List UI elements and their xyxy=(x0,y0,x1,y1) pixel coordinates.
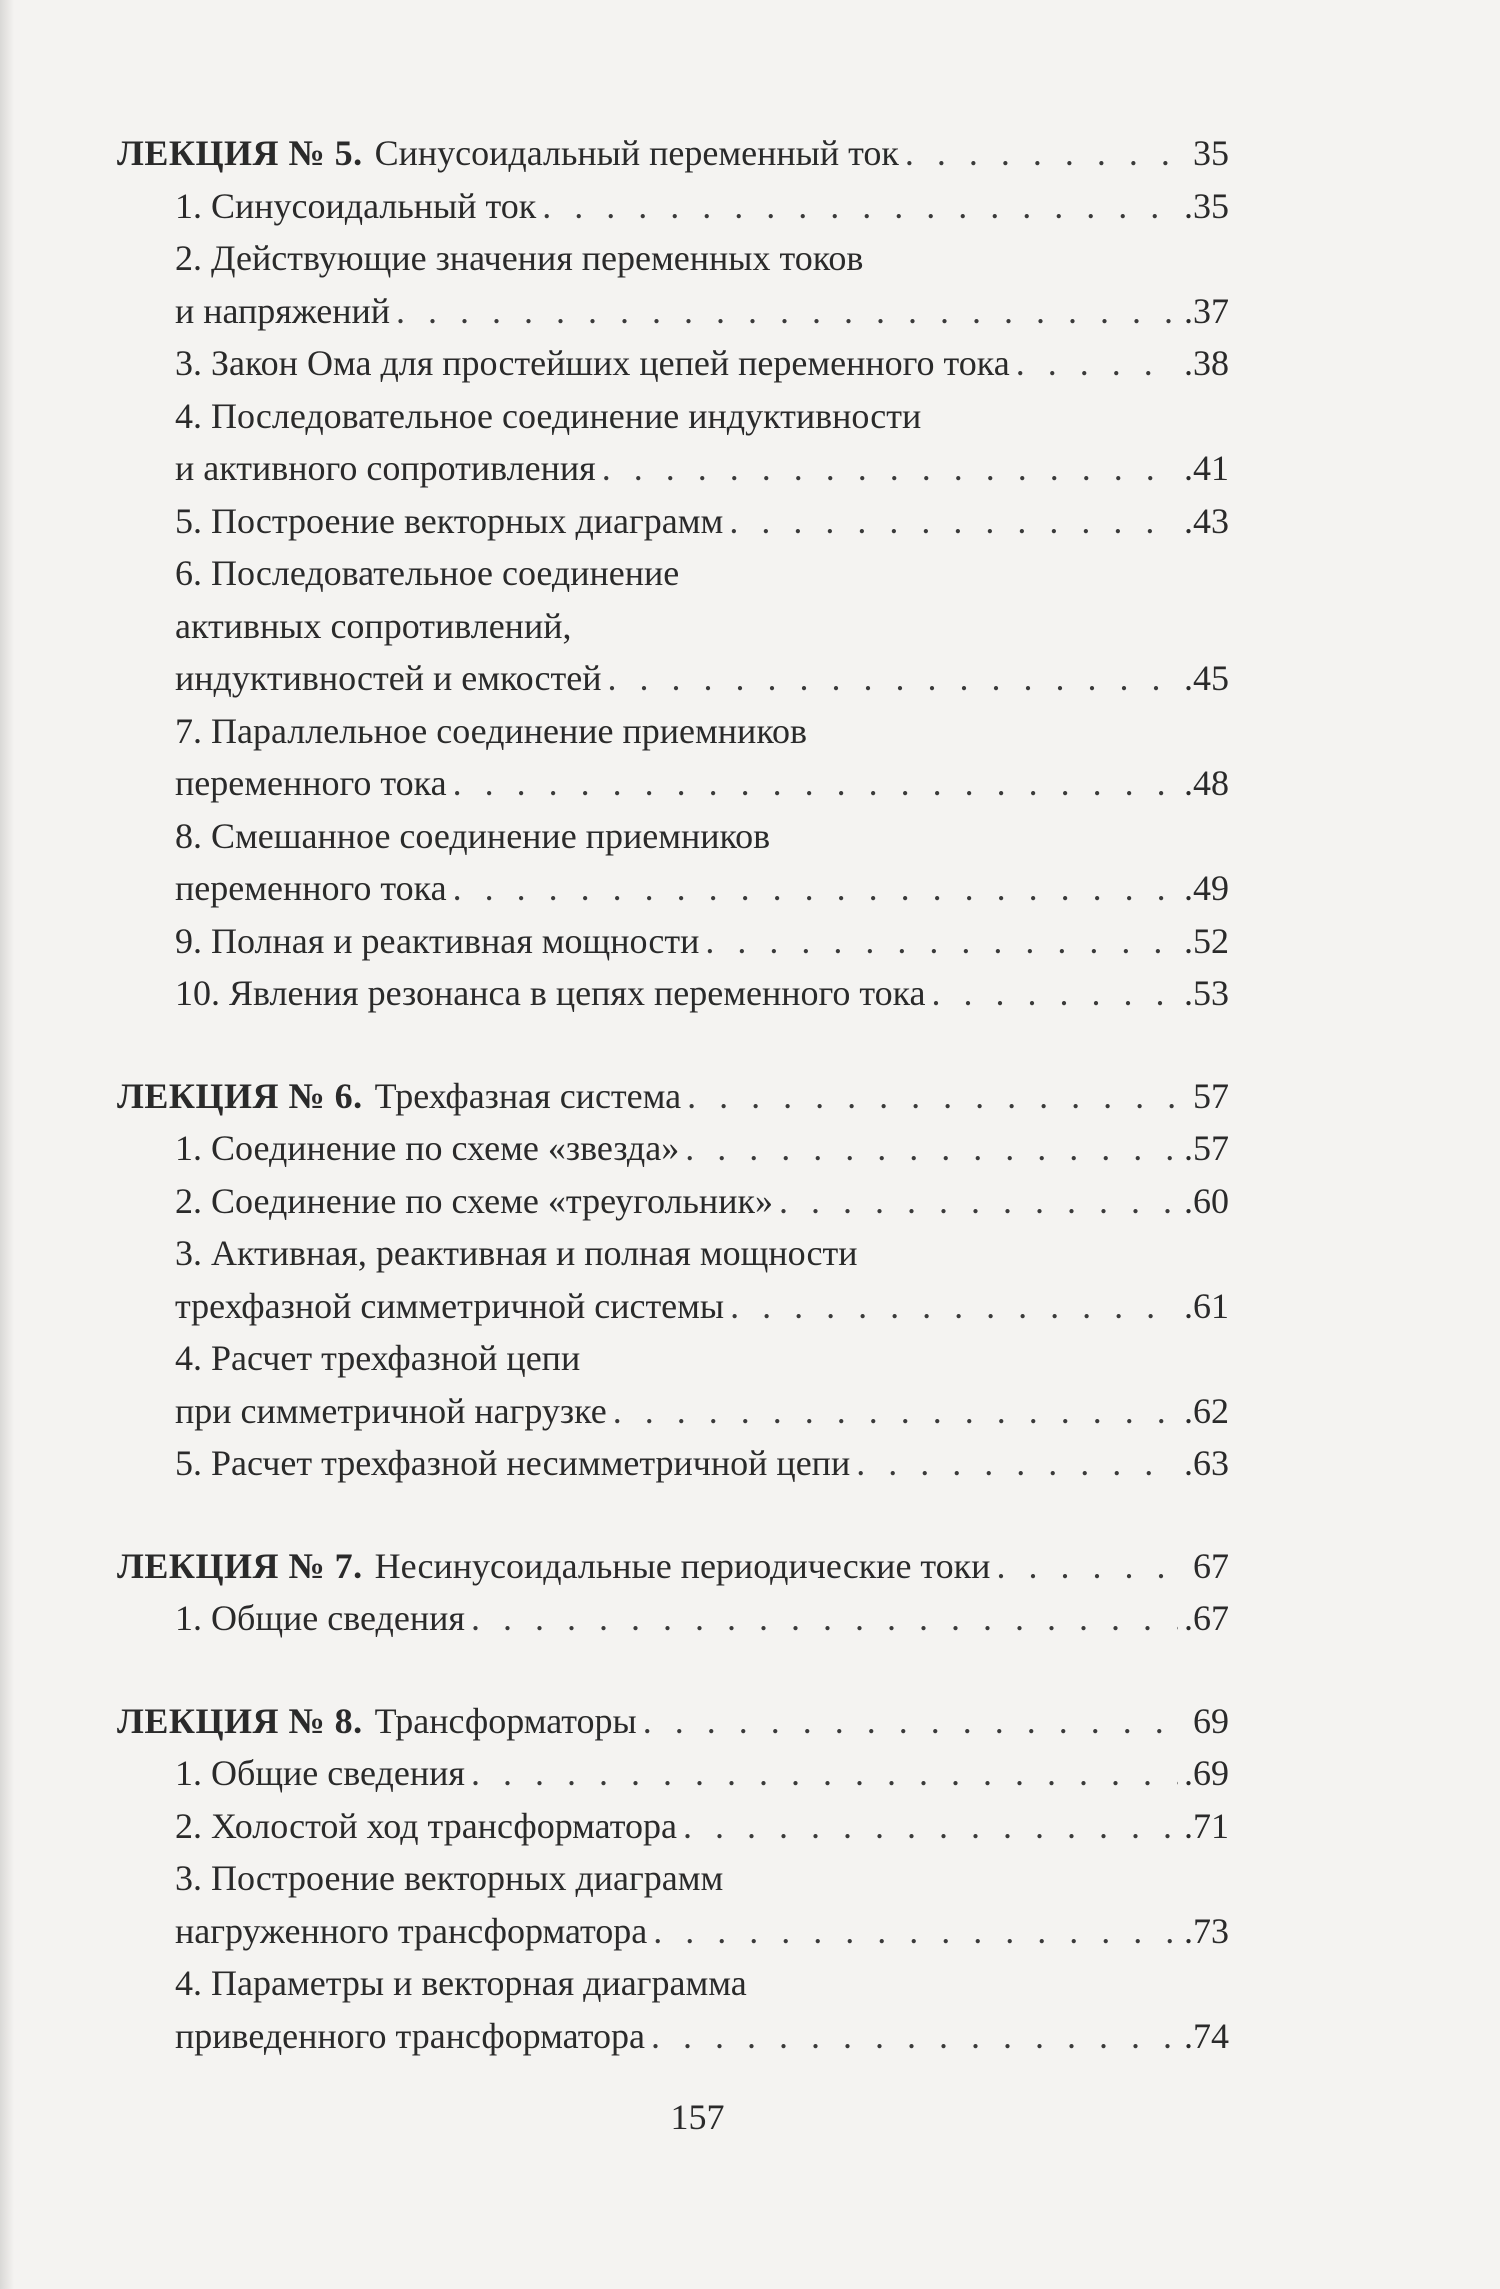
entry-text: 7. Параллельное соединение приемников xyxy=(175,710,807,751)
page-ref: 69 xyxy=(1193,1700,1229,1741)
entry-text: 10. Явления резонанса в цепях переменного тока xyxy=(175,973,926,1013)
toc-entry xyxy=(117,1747,1229,1800)
leader-dots xyxy=(905,127,1187,180)
page-ref: .52 xyxy=(1184,920,1229,961)
leader-dots xyxy=(542,180,1178,233)
toc-entry-continuation xyxy=(117,757,1229,810)
toc-entry xyxy=(117,390,1229,443)
entry-text: нагруженного трансформатора xyxy=(175,1910,648,1951)
entry-text: переменного тока xyxy=(175,763,447,803)
entry-text: индуктивностей и емкостей xyxy=(175,658,602,698)
toc-entry-continuation xyxy=(117,862,1229,915)
entry-text: 8. Смешанное соединение приемников xyxy=(175,815,771,856)
leader-dots xyxy=(471,1747,1178,1800)
table-of-contents xyxy=(117,127,1229,2112)
page-ref: .48 xyxy=(1184,763,1229,803)
entry-text: приведенного трансформатора xyxy=(175,2015,645,2056)
entry-text: 2. Соединение по схеме «треугольник» xyxy=(175,1180,773,1221)
leader-dots xyxy=(687,1070,1187,1123)
toc-entry-continuation xyxy=(117,2010,1229,2063)
entry-text: 1. Общие сведения xyxy=(175,1753,465,1793)
toc-entry-continuation xyxy=(117,1385,1229,1438)
page-ref: .62 xyxy=(1184,1390,1229,1431)
toc-entry-continuation xyxy=(117,1905,1229,1958)
toc-entry xyxy=(117,1122,1229,1175)
page-edge-shadow xyxy=(0,0,14,2289)
lecture-heading xyxy=(117,1695,1229,1748)
page-ref: .71 xyxy=(1184,1805,1229,1846)
page-ref: .67 xyxy=(1184,1598,1229,1638)
entry-text: переменного тока xyxy=(175,868,447,908)
toc-entry-continuation xyxy=(117,1280,1229,1333)
entry-text: 1. Общие сведения xyxy=(175,1598,465,1638)
lecture-heading xyxy=(117,127,1229,180)
leader-dots xyxy=(613,1385,1178,1438)
leader-dots xyxy=(730,1280,1178,1333)
page-ref: .43 xyxy=(1184,500,1229,541)
toc-entry xyxy=(117,337,1229,390)
page-ref: 67 xyxy=(1193,1545,1229,1586)
leader-dots xyxy=(453,757,1178,810)
page-ref: .57 xyxy=(1184,1128,1229,1168)
leader-dots xyxy=(729,495,1178,548)
entry-text: и напряжений xyxy=(175,290,391,331)
toc-entry xyxy=(117,1592,1229,1645)
leader-dots xyxy=(683,1800,1178,1853)
leader-dots xyxy=(779,1175,1178,1228)
page-ref: .35 xyxy=(1184,185,1229,226)
leader-dots xyxy=(996,1540,1187,1593)
entry-text: трехфазной симметричной системы xyxy=(175,1285,725,1326)
toc-entry xyxy=(117,1175,1229,1228)
leader-dots xyxy=(471,1592,1178,1645)
entry-text: 1. Соединение по схеме «звезда» xyxy=(175,1128,680,1168)
page-ref: .74 xyxy=(1184,2015,1229,2056)
lecture-section xyxy=(117,127,1229,1020)
lecture-heading xyxy=(117,1070,1229,1123)
toc-entry xyxy=(117,1957,1229,2010)
entry-text: и активного сопротивления xyxy=(175,448,596,488)
leader-dots xyxy=(856,1437,1178,1490)
lecture-section xyxy=(117,1070,1229,1490)
lecture-label: ЛЕКЦИЯ № 8. xyxy=(117,1700,363,1741)
toc-entry xyxy=(117,232,1229,285)
lecture-label: ЛЕКЦИЯ № 7. xyxy=(117,1545,363,1586)
page-ref: .37 xyxy=(1184,290,1229,331)
leader-dots xyxy=(396,285,1178,338)
toc-entry-continuation xyxy=(117,442,1229,495)
toc-entry xyxy=(117,705,1229,758)
toc-entry xyxy=(117,547,1229,600)
leader-dots xyxy=(1016,337,1178,390)
page-ref: .49 xyxy=(1184,868,1229,908)
page-ref: .53 xyxy=(1184,973,1229,1013)
toc-entry-continuation xyxy=(117,285,1229,338)
page-ref: .61 xyxy=(1184,1285,1229,1326)
page-ref: .45 xyxy=(1184,658,1229,698)
leader-dots xyxy=(643,1695,1187,1748)
entry-text: 9. Полная и реактивная мощности xyxy=(175,920,700,961)
page-ref: .60 xyxy=(1184,1180,1229,1221)
entry-text: 2. Холостой ход трансформатора xyxy=(175,1805,677,1846)
page-ref: .41 xyxy=(1184,448,1229,488)
lecture-label: ЛЕКЦИЯ № 6. xyxy=(117,1075,363,1116)
page-ref: 35 xyxy=(1193,133,1229,173)
leader-dots xyxy=(608,652,1178,705)
entry-text: при симметричной нагрузке xyxy=(175,1390,607,1431)
lecture-title: Несинусоидальные периодические токи xyxy=(374,1545,991,1586)
toc-entry-continuation xyxy=(117,600,1229,653)
leader-dots xyxy=(453,862,1178,915)
leader-dots xyxy=(932,967,1178,1020)
toc-entry xyxy=(117,495,1229,548)
lecture-heading xyxy=(117,1540,1229,1593)
entry-text: 6. Последовательное соединение xyxy=(175,553,680,593)
entry-text: 4. Последовательное соединение индуктивности xyxy=(175,395,922,436)
lecture-section xyxy=(117,1540,1229,1645)
lecture-label: ЛЕКЦИЯ № 5. xyxy=(117,133,363,173)
entry-text: 2. Действующие значения переменных токов xyxy=(175,238,864,278)
toc-entry xyxy=(117,180,1229,233)
entry-text: активных сопротивлений, xyxy=(175,605,572,646)
leader-dots xyxy=(653,1905,1178,1958)
lecture-title: Трансформаторы xyxy=(374,1700,637,1741)
leader-dots xyxy=(705,915,1178,968)
lecture-section xyxy=(117,1695,1229,2063)
entry-text: 4. Параметры и векторная диаграмма xyxy=(175,1963,747,2003)
entry-text: 5. Расчет трехфазной несимметричной цепи xyxy=(175,1443,851,1483)
page-ref: 57 xyxy=(1193,1075,1229,1116)
entry-text: 3. Активная, реактивная и полная мощности xyxy=(175,1233,858,1273)
toc-entry-continuation xyxy=(117,652,1229,705)
toc-entry xyxy=(117,967,1229,1020)
page-ref: .38 xyxy=(1184,343,1229,383)
lecture-title: Синусоидальный переменный ток xyxy=(374,133,899,173)
entry-text: 3. Закон Ома для простейших цепей переменного тока xyxy=(175,343,1010,383)
toc-entry xyxy=(117,810,1229,863)
toc-entry xyxy=(117,1437,1229,1490)
entry-text: 3. Построение векторных диаграмм xyxy=(175,1858,724,1898)
page-number: 157 xyxy=(670,2097,725,2137)
entry-text: 1. Синусоидальный ток xyxy=(175,185,537,226)
toc-entry xyxy=(117,1800,1229,1853)
leader-dots xyxy=(651,2010,1178,2063)
page-ref: .69 xyxy=(1184,1753,1229,1793)
entry-text: 5. Построение векторных диаграмм xyxy=(175,500,724,541)
leader-dots xyxy=(602,442,1178,495)
toc-entry xyxy=(117,1332,1229,1385)
toc-entry xyxy=(117,1852,1229,1905)
entry-text: 4. Расчет трехфазной цепи xyxy=(175,1338,581,1378)
page-ref: .73 xyxy=(1184,1910,1229,1951)
page-ref: .63 xyxy=(1184,1443,1229,1483)
toc-entry xyxy=(117,915,1229,968)
lecture-title: Трехфазная система xyxy=(374,1075,682,1116)
toc-entry xyxy=(117,1227,1229,1280)
leader-dots xyxy=(685,1122,1178,1175)
